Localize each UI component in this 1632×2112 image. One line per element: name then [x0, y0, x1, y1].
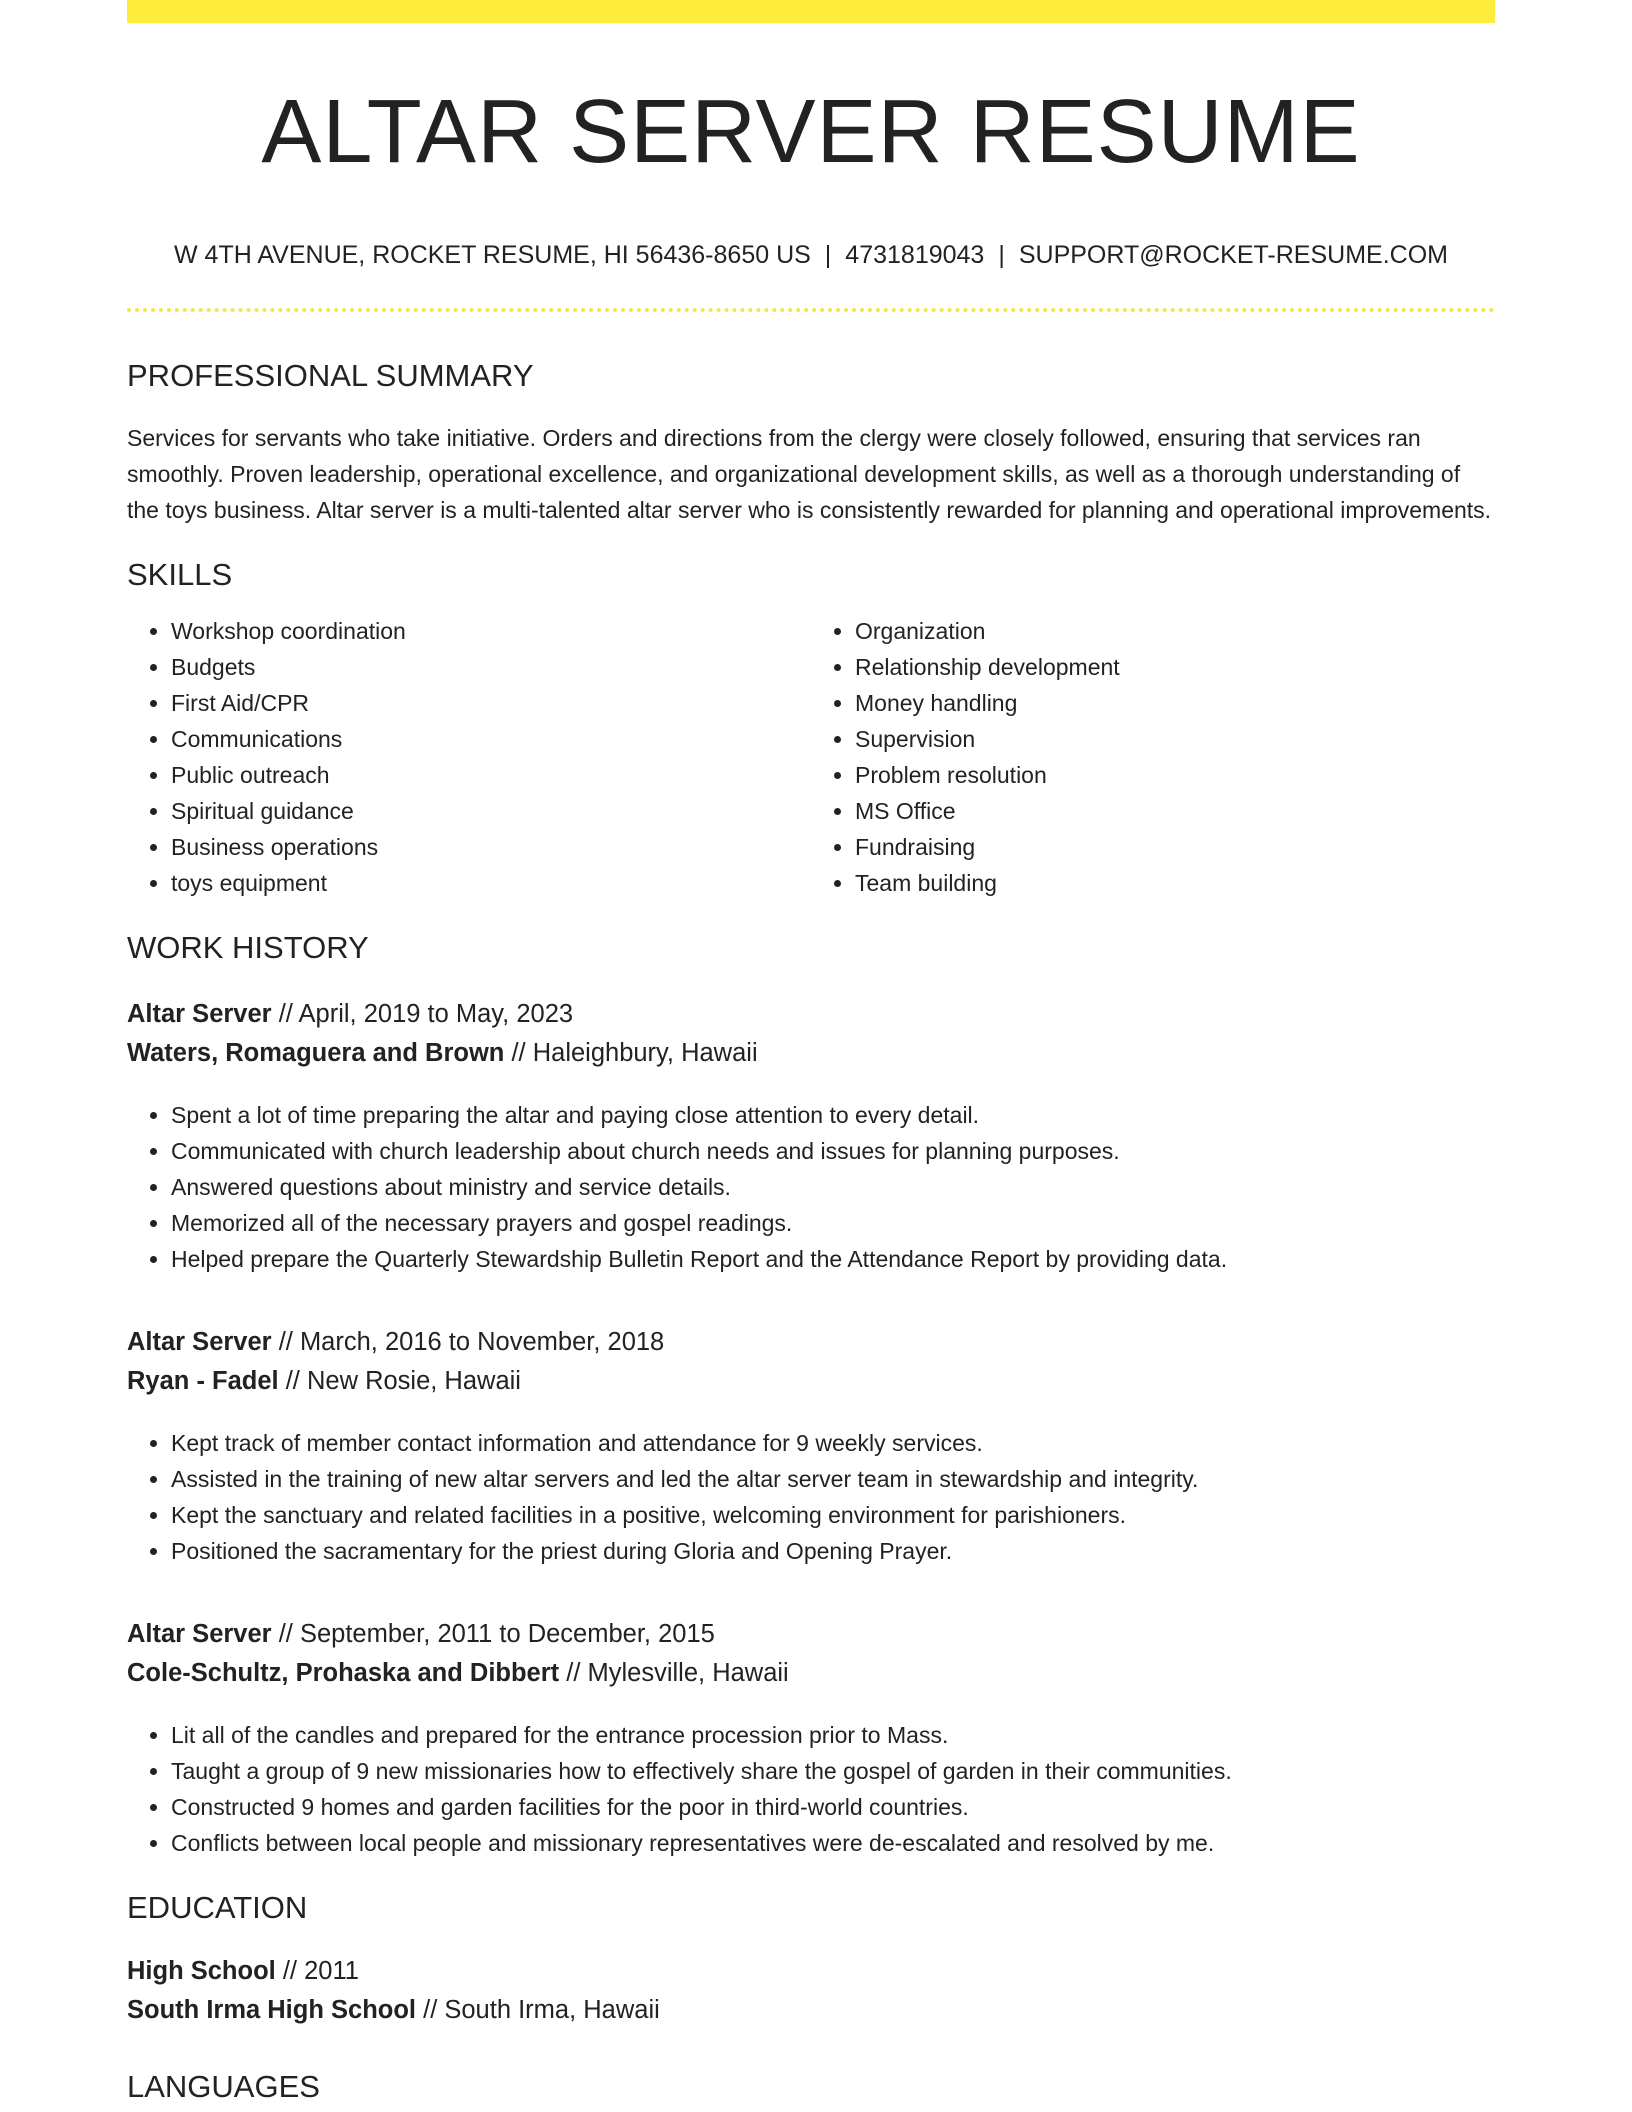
job-bullets	[127, 1425, 1495, 1569]
skill-item: • First Aid/CPR	[171, 685, 811, 721]
job-title-line	[127, 1615, 1495, 1654]
job-entry	[127, 1615, 1495, 1861]
email-link[interactable]: SUPPORT@ROCKET-RESUME.COM	[1018, 241, 1448, 269]
education-degree-line	[127, 1952, 1495, 1991]
skill-item: • Spiritual guidance	[171, 793, 811, 829]
phone: 4731819043	[845, 241, 985, 269]
job-role: Altar Server	[127, 1619, 272, 1648]
job-bullets	[127, 1097, 1495, 1277]
job-title-line	[127, 1323, 1495, 1362]
summary-text: Services for servants who take initiative. Orders and directions from the clergy were closely followed, ensuring that services ran smoothly. Proven leadership, operational excellence, and organizational development skills, as well as a thorough understanding of the toys business. Altar server is a multi-talented altar server who is consistently rewarded for planning and operational improvements.	[127, 425, 1492, 524]
job-bullet: • Kept track of member contact information and attendance for 9 weekly services.	[171, 1425, 1495, 1461]
skill-item: • Money handling	[855, 685, 1495, 721]
skill-item: • Public outreach	[171, 757, 811, 793]
contact-separator: |	[824, 241, 832, 269]
job-bullet: • Lit all of the candles and prepared for the entrance procession prior to Mass.	[171, 1717, 1495, 1753]
job-bullet: • Conflicts between local people and missionary representatives were de-escalated and resolved by me.	[171, 1825, 1495, 1861]
skill-item: • MS Office	[855, 793, 1495, 829]
job-location: // New Rosie, Hawaii	[285, 1366, 521, 1395]
job-dates: // April, 2019 to May, 2023	[278, 999, 574, 1028]
job-company: Cole-Schultz, Prohaska and Dibbert	[127, 1658, 560, 1687]
education-location: // South Irma, Hawaii	[423, 1995, 660, 2024]
job-company: Waters, Romaguera and Brown	[127, 1038, 505, 1067]
skill-item: • Fundraising	[855, 829, 1495, 865]
skill-item: • Budgets	[171, 649, 811, 685]
skill-item: • Team building	[855, 865, 1495, 901]
job-role: Altar Server	[127, 999, 272, 1028]
skill-item: • Relationship development	[855, 649, 1495, 685]
contact-line	[127, 240, 1495, 270]
job-bullet: • Helped prepare the Quarterly Stewardship Bulletin Report and the Attendance Report by providing data.	[171, 1241, 1495, 1277]
job-company-line	[127, 1362, 1495, 1401]
education-school: South Irma High School	[127, 1995, 417, 2024]
job-bullet: • Answered questions about ministry and service details.	[171, 1169, 1495, 1205]
job-company-line	[127, 1654, 1495, 1693]
skills-column-left	[127, 613, 811, 901]
education-entry	[127, 1952, 1495, 2030]
skill-item: • Supervision	[855, 721, 1495, 757]
job-bullet: • Communicated with church leadership about church needs and issues for planning purposes.	[171, 1133, 1495, 1169]
skills-column-right	[811, 613, 1495, 901]
job-bullet: • Constructed 9 homes and garden facilities for the poor in third-world countries.	[171, 1789, 1495, 1825]
education-year: // 2011	[282, 1956, 359, 1985]
education-school-line	[127, 1991, 1495, 2030]
job-bullet: • Assisted in the training of new altar servers and led the altar server team in stewardship and integrity.	[171, 1461, 1495, 1497]
languages-heading: LANGUAGES	[127, 2068, 320, 2104]
job-title-line	[127, 995, 1495, 1034]
resume-title: ALTAR SERVER RESUME	[261, 82, 1361, 182]
dotted-divider	[127, 308, 1495, 312]
resume-content	[127, 0, 1495, 2105]
job-dates: // March, 2016 to November, 2018	[278, 1327, 665, 1356]
job-entry	[127, 1323, 1495, 1569]
job-bullet: • Memorized all of the necessary prayers and gospel readings.	[171, 1205, 1495, 1241]
accent-bar	[127, 0, 1495, 23]
job-entry	[127, 995, 1495, 1277]
job-location: // Haleighbury, Hawaii	[511, 1038, 758, 1067]
work-history-heading: WORK HISTORY	[127, 930, 369, 966]
job-role: Altar Server	[127, 1327, 272, 1356]
education-degree: High School	[127, 1956, 276, 1985]
job-bullet: • Taught a group of 9 new missionaries how to effectively share the gospel of garden in their communities.	[171, 1753, 1495, 1789]
job-bullet: • Spent a lot of time preparing the altar and paying close attention to every detail.	[171, 1097, 1495, 1133]
job-bullet: • Kept the sanctuary and related facilities in a positive, welcoming environment for parishioners.	[171, 1497, 1495, 1533]
summary-heading: PROFESSIONAL SUMMARY	[127, 358, 534, 393]
contact-separator: |	[998, 241, 1005, 269]
job-bullet: • Positioned the sacramentary for the priest during Gloria and Opening Prayer.	[171, 1533, 1495, 1569]
skills-heading: SKILLS	[127, 557, 233, 593]
education-heading: EDUCATION	[127, 1889, 308, 1925]
job-company-line	[127, 1034, 1495, 1073]
skill-item: • Business operations	[171, 829, 811, 865]
job-dates: // September, 2011 to December, 2015	[278, 1619, 715, 1648]
job-bullets	[127, 1717, 1495, 1861]
skill-item: • Communications	[171, 721, 811, 757]
skill-item: • Problem resolution	[855, 757, 1495, 793]
skill-item: • Workshop coordination	[171, 613, 811, 649]
job-company: Ryan - Fadel	[127, 1366, 279, 1395]
skill-item: • Organization	[855, 613, 1495, 649]
address: W 4TH AVENUE, ROCKET RESUME, HI 56436-8650 US	[174, 241, 811, 269]
skill-item: • toys equipment	[171, 865, 811, 901]
job-location: // Mylesville, Hawaii	[566, 1658, 789, 1687]
skills-list	[127, 613, 1495, 901]
